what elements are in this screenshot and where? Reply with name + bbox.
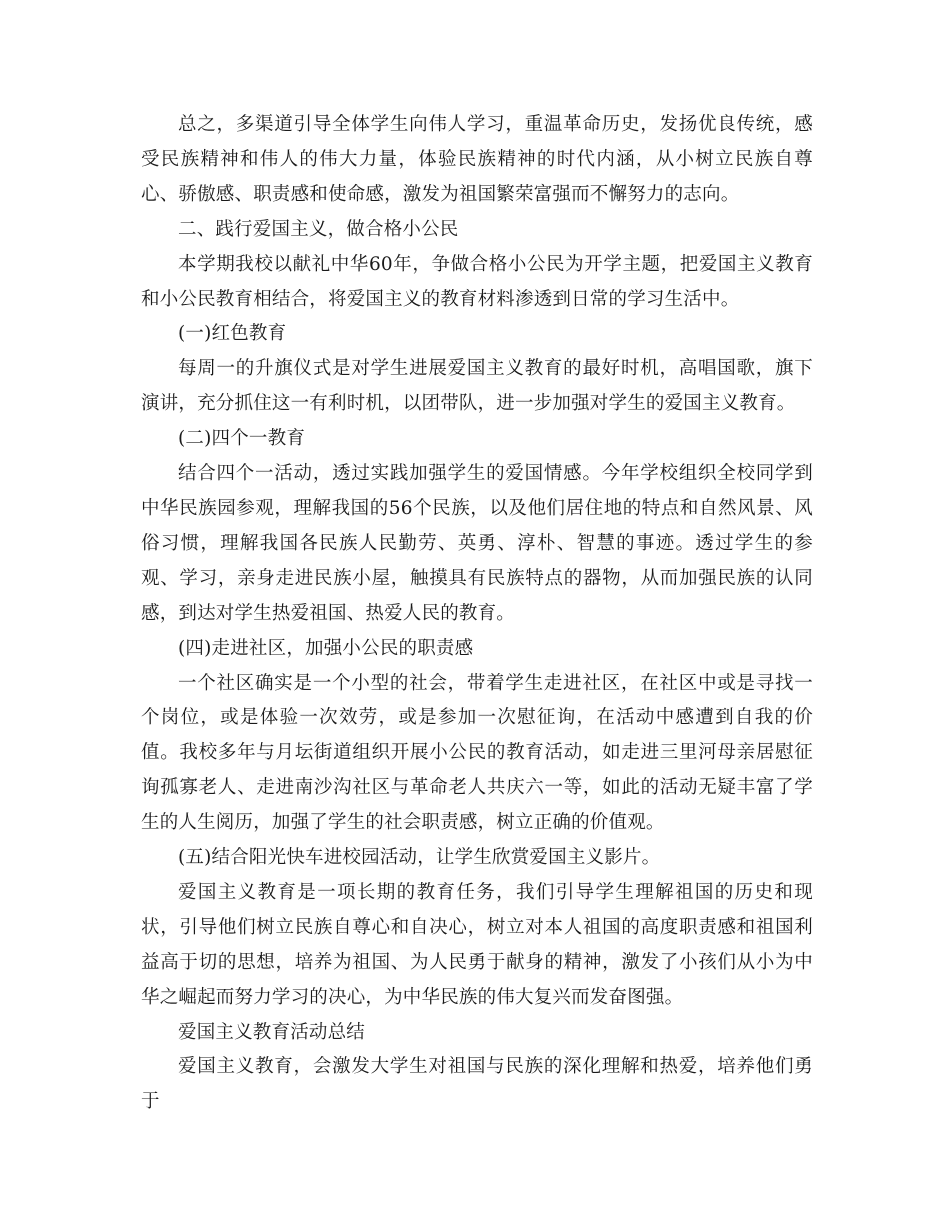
section-heading-2: 二、践行爱国主义，做合格小公民: [178, 218, 459, 240]
paragraph-flag-ceremony: 每周一的升旗仪式是对学生进展爱国主义教育的最好时机，高唱国歌，旗下演讲，充分抓住这一有利时机，以团带队，进一步加强对学生的爱国主义教育。: [141, 358, 813, 415]
subheading-red-education: (一)红色教育: [178, 323, 287, 345]
paragraph-semester-theme: 本学期我校以献礼中华60年，争做合格小公民为开学主题，把爱国主义教育和小公民教育相结合，将爱国主义的教育材料渗透到日常的学习生活中。: [141, 253, 813, 310]
paragraph-university: 爱国主义教育，会激发大学生对祖国与民族的深化理解和热爱，培养他们勇于: [141, 1056, 813, 1113]
subheading-sunshine-express: (五)结合阳光快车进校园活动，让学生欣赏爱国主义影片。: [178, 847, 661, 869]
paragraph-long-term-task: 爱国主义教育是一项长期的教育任务，我们引导学生理解祖国的历史和现状，引导他们树立民族自尊心和自决心，树立对本人祖国的高度职责感和祖国利益高于切的思想，培养为祖国、为人民勇于献身的精神，激发了小孩们从小为中华之崛起而努力学习的决心，为中华民族的伟大复兴而发奋图强。: [141, 881, 813, 1008]
document-body: [141, 108, 813, 1120]
paragraph-summary: 总之，多渠道引导全体学生向伟人学习，重温革命历史，发扬优良传统，感受民族精神和伟人的伟大力量，体验民族精神的时代内涵，从小树立民族自尊心、骄傲感、职责感和使命感，激发为祖国繁荣富强而不懈努力的志向。: [141, 114, 813, 205]
subheading-activity-summary: 爱国主义教育活动总结: [178, 1021, 366, 1043]
subheading-community: (四)走进社区，加强小公民的职责感: [178, 637, 474, 659]
paragraph-ethnic-park: 结合四个一活动，透过实践加强学生的爱国情感。今年学校组织全校同学到中华民族园参观，理解我国的56个民族，以及他们居住地的特点和自然风景、风俗习惯，理解我国各民族人民勤劳、英勇、淳朴、智慧的事迹。透过学生的参观、学习，亲身走进民族小屋，触摸具有民族特点的器物，从而加强民族的认同感，到达对学生热爱祖国、热爱人民的教育。: [141, 463, 813, 624]
subheading-four-one: (二)四个一教育: [178, 428, 306, 450]
paragraph-community: 一个社区确实是一个小型的社会，带着学生走进社区，在社区中或是寻找一个岗位，或是体验一次效劳，或是参加一次慰征询，在活动中感遭到自我的价值。我校多年与月坛街道组织开展小公民的教育活动，如走进三里河母亲居慰征询孤寡老人、走进南沙沟社区与革命老人共庆六一等，如此的活动无疑丰富了学生的人生阅历，加强了学生的社会职责感，树立正确的价值观。: [141, 672, 813, 834]
